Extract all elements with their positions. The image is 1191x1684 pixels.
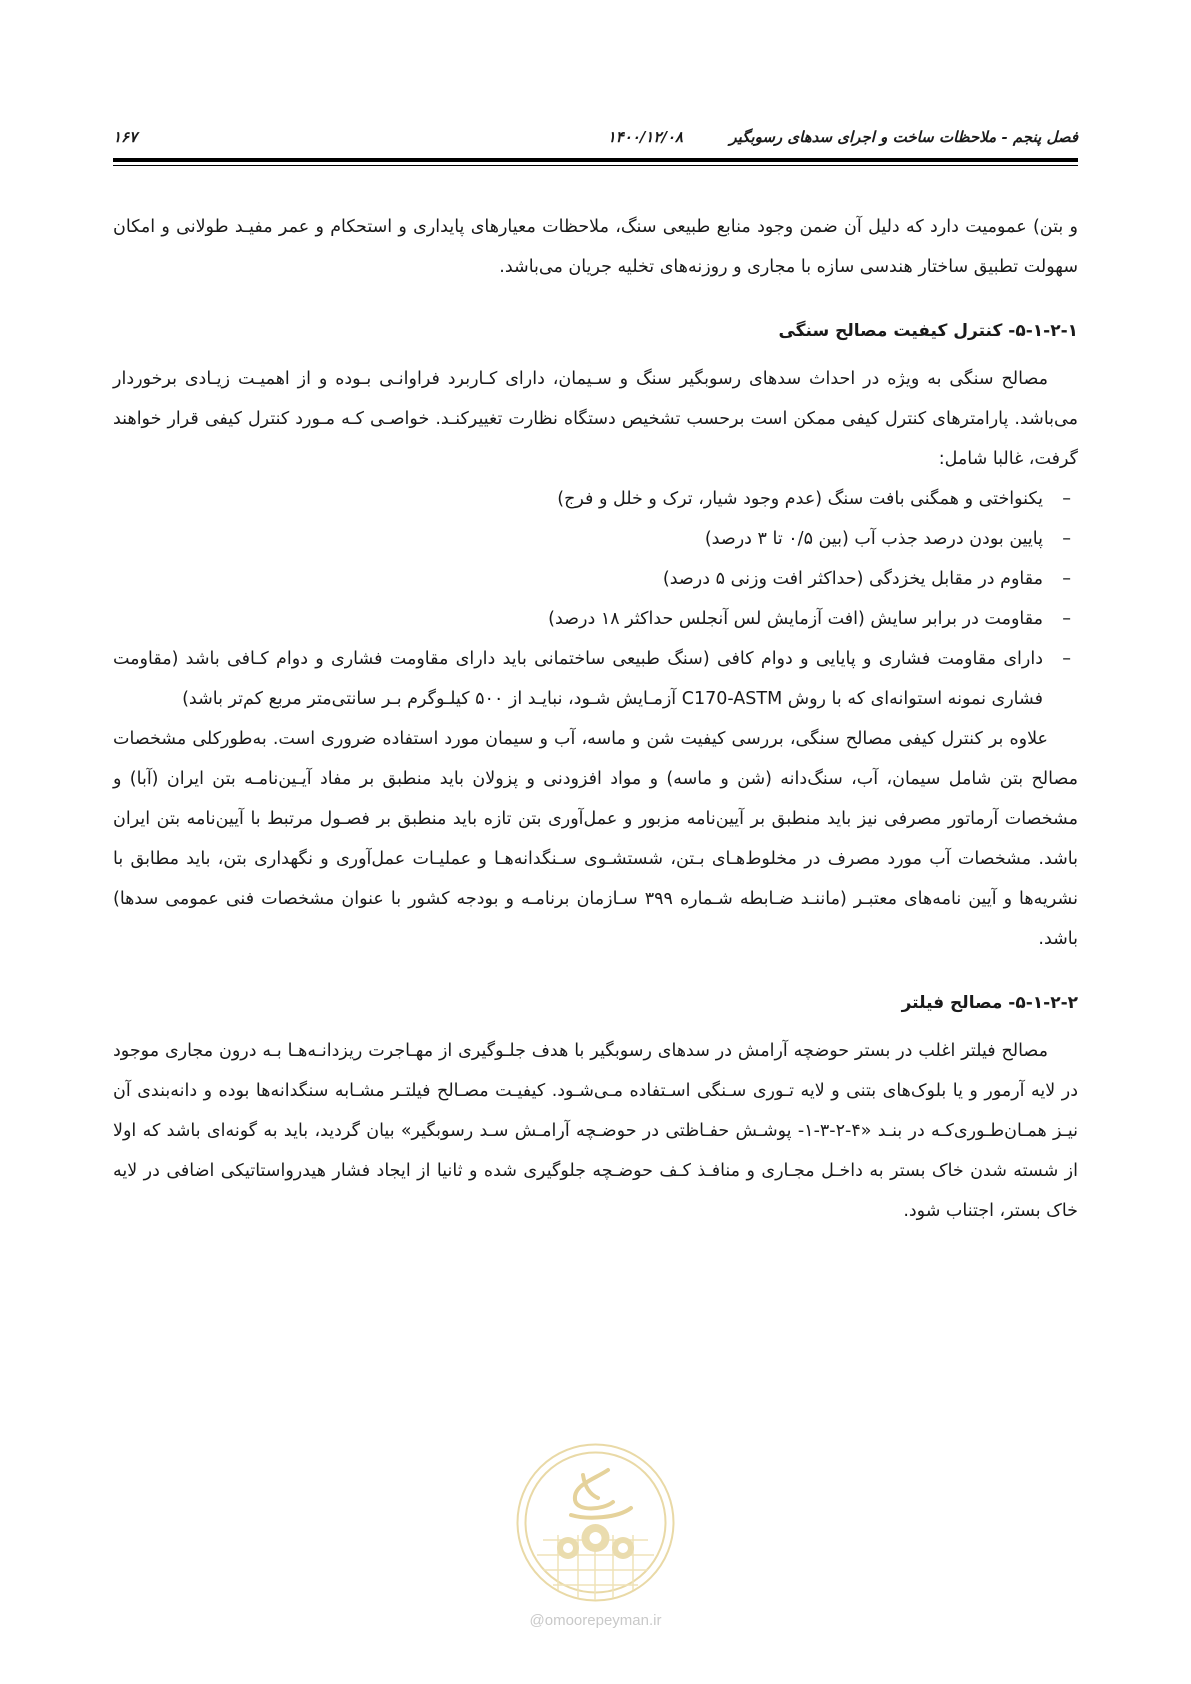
list-item: – دارای مقاومت فشاری و پایایی و دوام کافی (سنگ طبیعی ساختمانی باید دارای مقاومت فشاری و دوام کـافی باشد (مقاومت فشاری نمونه استوانه‌ای که با روش C170-ASTM آزمـایش شـود، نبایـد از ۵۰۰ کیلـوگرم بـر سانتی‌متر مربع کم‌تر باشد) [113, 639, 1043, 719]
watermark-logo [513, 1440, 678, 1605]
paragraph-stone-quality: مصالح سنگی به ویژه در احداث سدهای رسوبگیر سنگ و سـیمان، دارای کـاربرد فراوانـی بـوده و از اهمیـت زیـادی برخوردار می‌باشد. پارامترهای کنترل کیفی ممکن است برحسب تشخیص دستگاه نظارت تغییرکنـد. خواصـی کـه مـورد کنترل کیفی قرار خواهند گرفت، غالبا شامل: [113, 369, 1078, 469]
header-rule-thick [113, 158, 1078, 162]
section-heading-filter-materials: ۵-۱-۲-۲- مصالح فیلتر [901, 993, 1078, 1013]
paragraph-filter-materials: مصالح فیلتر اغلب در بستر حوضچه آرامش در سدهای رسوبگیر با هدف جلـوگیری از مهـاجرت ریزدانـه‌هـا بـه درون مجاری موجود در لایه آرمور و یا بلوک‌های بتنی و لایه تـوری سـنگی اسـتفاده مـی‌شـود. کیفیـت مصـالح فیلتـر مشـابه سنگدانه‌ها بوده و دانه‌بندی آن نیـز همـان‌طـوری‌کـه در بنـد «۴-۲-۳-۱- پوشـش حفـاظتی در حوضـچه آرامـش سـد رسوبگیر» بیان گردید، باید به گونه‌ای باشد که اولا از شسته شدن خاک بستر به داخـل مجـاری و منافـذ کـف حوضـچه جلوگیری شده و ثانیا از ایجاد فشار هیدرواستاتیکی اضافی در لایه خاک بستر، اجتناب شود. [113, 1041, 1078, 1221]
section-heading-stone-quality: ۵-۱-۲-۱- کنترل کیفیت مصالح سنگی [778, 321, 1078, 341]
list-item: – مقاوم در مقابل یخزدگی (حداکثر افت وزنی ۵ درصد) [113, 559, 1043, 599]
watermark-url: @omoorepeyman.ir [529, 1612, 662, 1629]
intro-paragraph: و بتن) عمومیت دارد که دلیل آن ضمن وجود منابع طبیعی سنگ، ملاحظات معیارهای پایداری و استحکام و عمر مفیـد طولانی و امکان سهولت تطبیق ساختار هندسی سازه با مجاری و روزنه‌های تخلیه جریان می‌باشد. [113, 217, 1078, 277]
quality-properties-list [113, 479, 1078, 719]
header-date: ۱۴۰۰/۱۲/۰۸ [607, 128, 683, 146]
paragraph-concrete-materials: علاوه بر کنترل کیفی مصالح سنگی، بررسی کیفیت شن و ماسه، آب و سیمان مورد استفاده ضروری است. به‌طورکلی مشخصات مصالح بتن شامل سیمان، آب، سنگ‌دانه (شن و ماسه) و مواد افزودنی و پزولان باید منطبق بر مفاد آیـین‌نامـه بتن ایران (آبا) و مشخصات آرماتور مصرفی نیز باید منطبق بر آیین‌نامه مزبور و عمل‌آوری بتن تازه باید منطبق بر فصـول مرتبط با آیین‌نامه بتن ایران باشد. مشخصات آب مورد مصرف در مخلوط‌هـای بـتن، شستشـوی سـنگدانه‌هـا و عملیـات عمل‌آوری و نگهداری بتن، باید مطابق با نشریه‌ها و آیین نامه‌های معتبـر (ماننـد ضـابطه شـماره ۳۹۹ سـازمان برنامـه و بودجه کشور با عنوان مشخصات فنی عمومی سدها) باشد. [113, 729, 1078, 949]
page-number: ۱۶۷ [113, 128, 138, 146]
header-rule-thin [113, 165, 1078, 166]
chapter-title: فصل پنجم - ملاحظات ساخت و اجرای سدهای رسوبگیر [729, 128, 1078, 146]
list-item: – مقاومت در برابر سایش (افت آزمایش لس آنجلس حداکثر ۱۸ درصد) [113, 599, 1043, 639]
body-text [113, 207, 1078, 1231]
list-item: – پایین بودن درصد جذب آب (بین ۰/۵ تا ۳ درصد) [113, 519, 1043, 559]
list-item: – یکنواختی و همگنی بافت سنگ (عدم وجود شیار، ترک و خلل و فرج) [113, 479, 1043, 519]
